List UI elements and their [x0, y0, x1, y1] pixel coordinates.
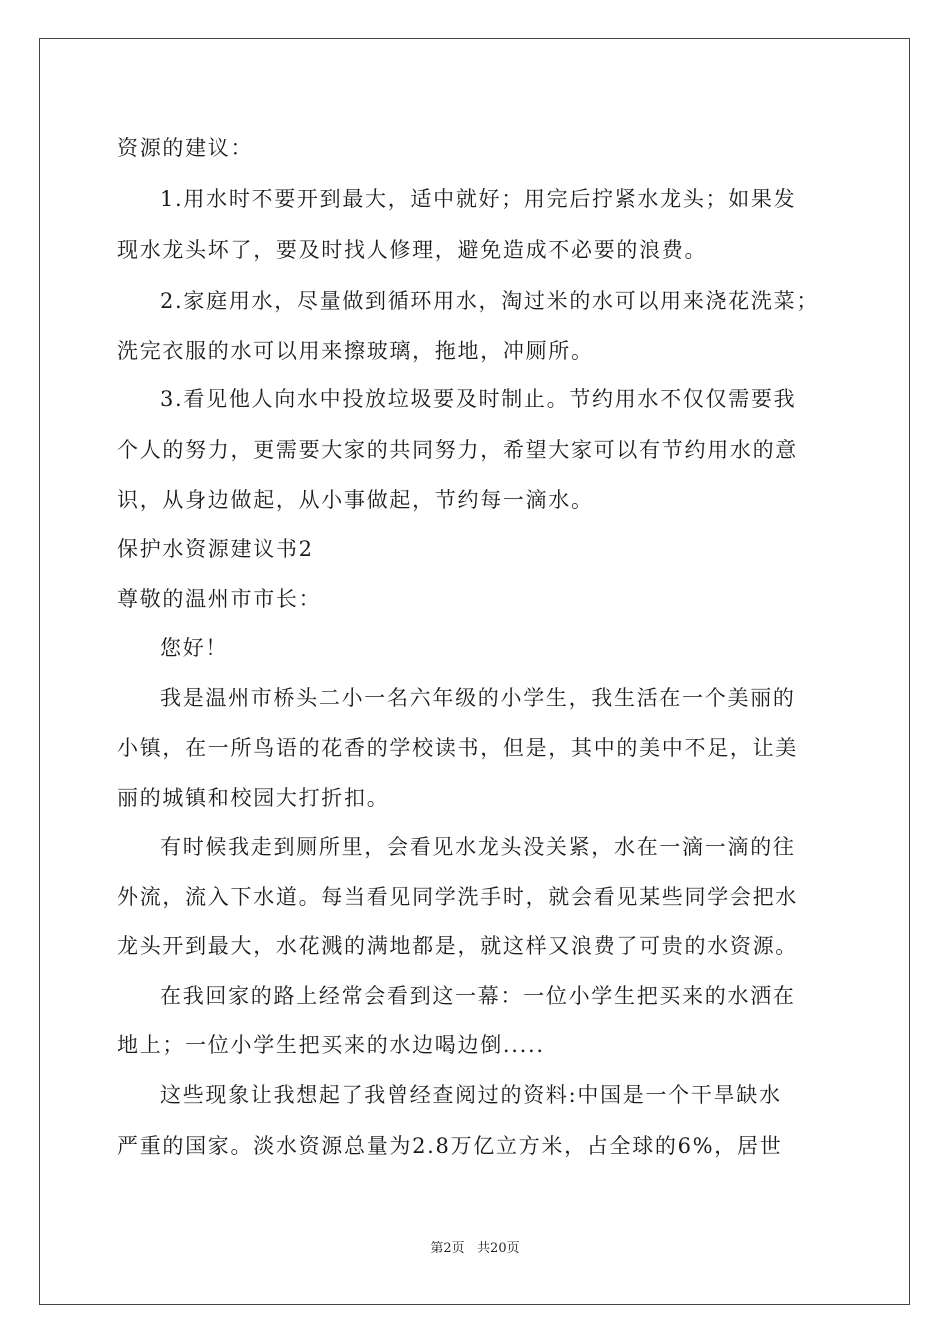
- text-line: 个人的努力，更需要大家的共同努力，希望大家可以有节约用水的意: [117, 438, 798, 462]
- greeting: 您好！: [160, 636, 229, 660]
- text-line: 有时候我走到厕所里，会看见水龙头没关紧，水在一滴一滴的往: [160, 835, 796, 859]
- text-line: 小镇，在一所鸟语的花香的学校读书，但是，其中的美中不足，让美: [117, 736, 798, 760]
- text-line: 现水龙头坏了，要及时找人修理，避免造成不必要的浪费。: [117, 238, 708, 262]
- page-footer: 第2页 共20页: [430, 1241, 520, 1256]
- text-line: 地上；一位小学生把买来的水边喝边倒.....: [117, 1033, 545, 1057]
- text-line: 我是温州市桥头二小一名六年级的小学生，我生活在一个美丽的: [160, 686, 796, 710]
- text-line: 这些现象让我想起了我曾经查阅过的资料:中国是一个干旱缺水: [160, 1083, 782, 1107]
- text-line: 丽的城镇和校园大打折扣。: [117, 786, 390, 810]
- text-line: 3.看见他人向水中投放垃圾要及时制止。节约用水不仅仅需要我: [160, 387, 797, 411]
- text-line: 严重的国家。淡水资源总量为2.8万亿立方米，占全球的6%，居世: [117, 1134, 783, 1158]
- page-border: [39, 38, 910, 1305]
- text-line: 龙头开到最大，水花溅的满地都是，就这样又浪费了可贵的水资源。: [117, 934, 798, 958]
- salutation: 尊敬的温州市市长：: [117, 587, 322, 611]
- section-heading: 保护水资源建议书2: [117, 537, 314, 561]
- text-line: 资源的建议：: [117, 136, 254, 160]
- text-line: 2.家庭用水，尽量做到循环用水，淘过米的水可以用来浇花洗菜；: [160, 289, 820, 313]
- text-line: 1.用水时不要开到最大，适中就好；用完后拧紧水龙头；如果发: [160, 187, 797, 211]
- text-line: 识，从身边做起，从小事做起，节约每一滴水。: [117, 488, 594, 512]
- text-line: 在我回家的路上经常会看到这一幕：一位小学生把买来的水洒在: [160, 984, 796, 1008]
- text-line: 外流，流入下水道。每当看见同学洗手时，就会看见某些同学会把水: [117, 885, 798, 909]
- text-line: 洗完衣服的水可以用来擦玻璃，拖地，冲厕所。: [117, 339, 594, 363]
